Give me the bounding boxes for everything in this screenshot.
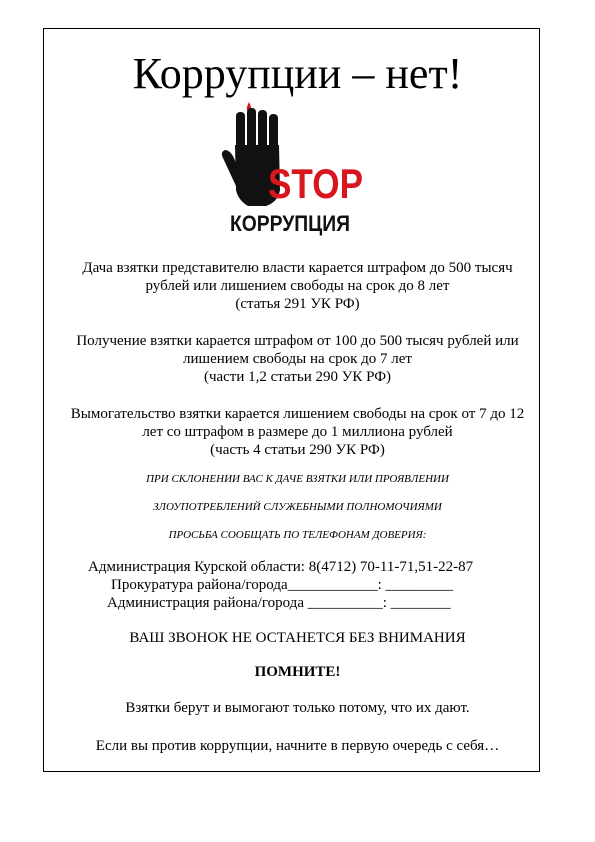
- stop-corruption-logo: [218, 100, 368, 240]
- contact-district-administration: Администрация района/города __________: ________: [107, 595, 451, 611]
- call-notice: ВАШ ЗВОНОК НЕ ОСТАНЕТСЯ БЕЗ ВНИМАНИЯ: [129, 630, 466, 646]
- closing-line-2: Если вы против коррупции, начните в первую очередь с себя…: [95, 738, 500, 754]
- appeal-line-1: ПРИ СКЛОНЕНИИ ВАС К ДАЧЕ ВЗЯТКИ ИЛИ ПРОЯВЛЕНИИ: [146, 473, 449, 485]
- paragraph-line: (части 1,2 статьи 290 УК РФ): [203, 369, 392, 385]
- contact-region-administration: Администрация Курской области: 8(4712) 70-11-71,51-22-87: [88, 559, 474, 575]
- appeal-line-2: ЗЛОУПОТРЕБЛЕНИЙ СЛУЖЕБНЫМИ ПОЛНОМОЧИЯМИ: [153, 501, 442, 513]
- paragraph-line: Вымогательство взятки карается лишением свободы на срок от 7 до 12: [70, 406, 525, 422]
- contact-prosecutor: Прокуратура района/города____________: _________: [111, 577, 454, 593]
- page-title: Коррупции – нет!: [132, 49, 463, 98]
- paragraph-line: Дача взятки представителю власти карается штрафом до 500 тысяч: [82, 260, 513, 276]
- appeal-line-3: ПРОСЬБА СООБЩАТЬ ПО ТЕЛЕФОНАМ ДОВЕРИЯ:: [168, 529, 427, 541]
- logo-caption: КОРРУПЦИЯ: [230, 211, 350, 236]
- stop-text: STOP: [268, 160, 363, 207]
- closing-line-1: Взятки берут и вымогают только потому, что их дают.: [125, 700, 470, 716]
- remember-heading: ПОМНИТЕ!: [254, 664, 341, 680]
- paragraph-line: (статья 291 УК РФ): [235, 296, 360, 312]
- paragraph-line: лишением свободы на срок до 7 лет: [183, 351, 412, 367]
- paragraph-bribe-taking: [50, 332, 545, 386]
- paragraph-line: рублей или лишением свободы на срок до 8 лет: [145, 278, 450, 294]
- paragraph-line: лет со штрафом в размере до 1 миллиона рублей: [142, 424, 453, 440]
- paragraph-line: Получение взятки карается штрафом от 100 до 500 тысяч рублей или: [76, 333, 519, 349]
- paragraph-line: (часть 4 статьи 290 УК РФ): [210, 442, 385, 458]
- paragraph-extortion: [50, 405, 545, 459]
- paragraph-bribe-giving: [50, 259, 545, 313]
